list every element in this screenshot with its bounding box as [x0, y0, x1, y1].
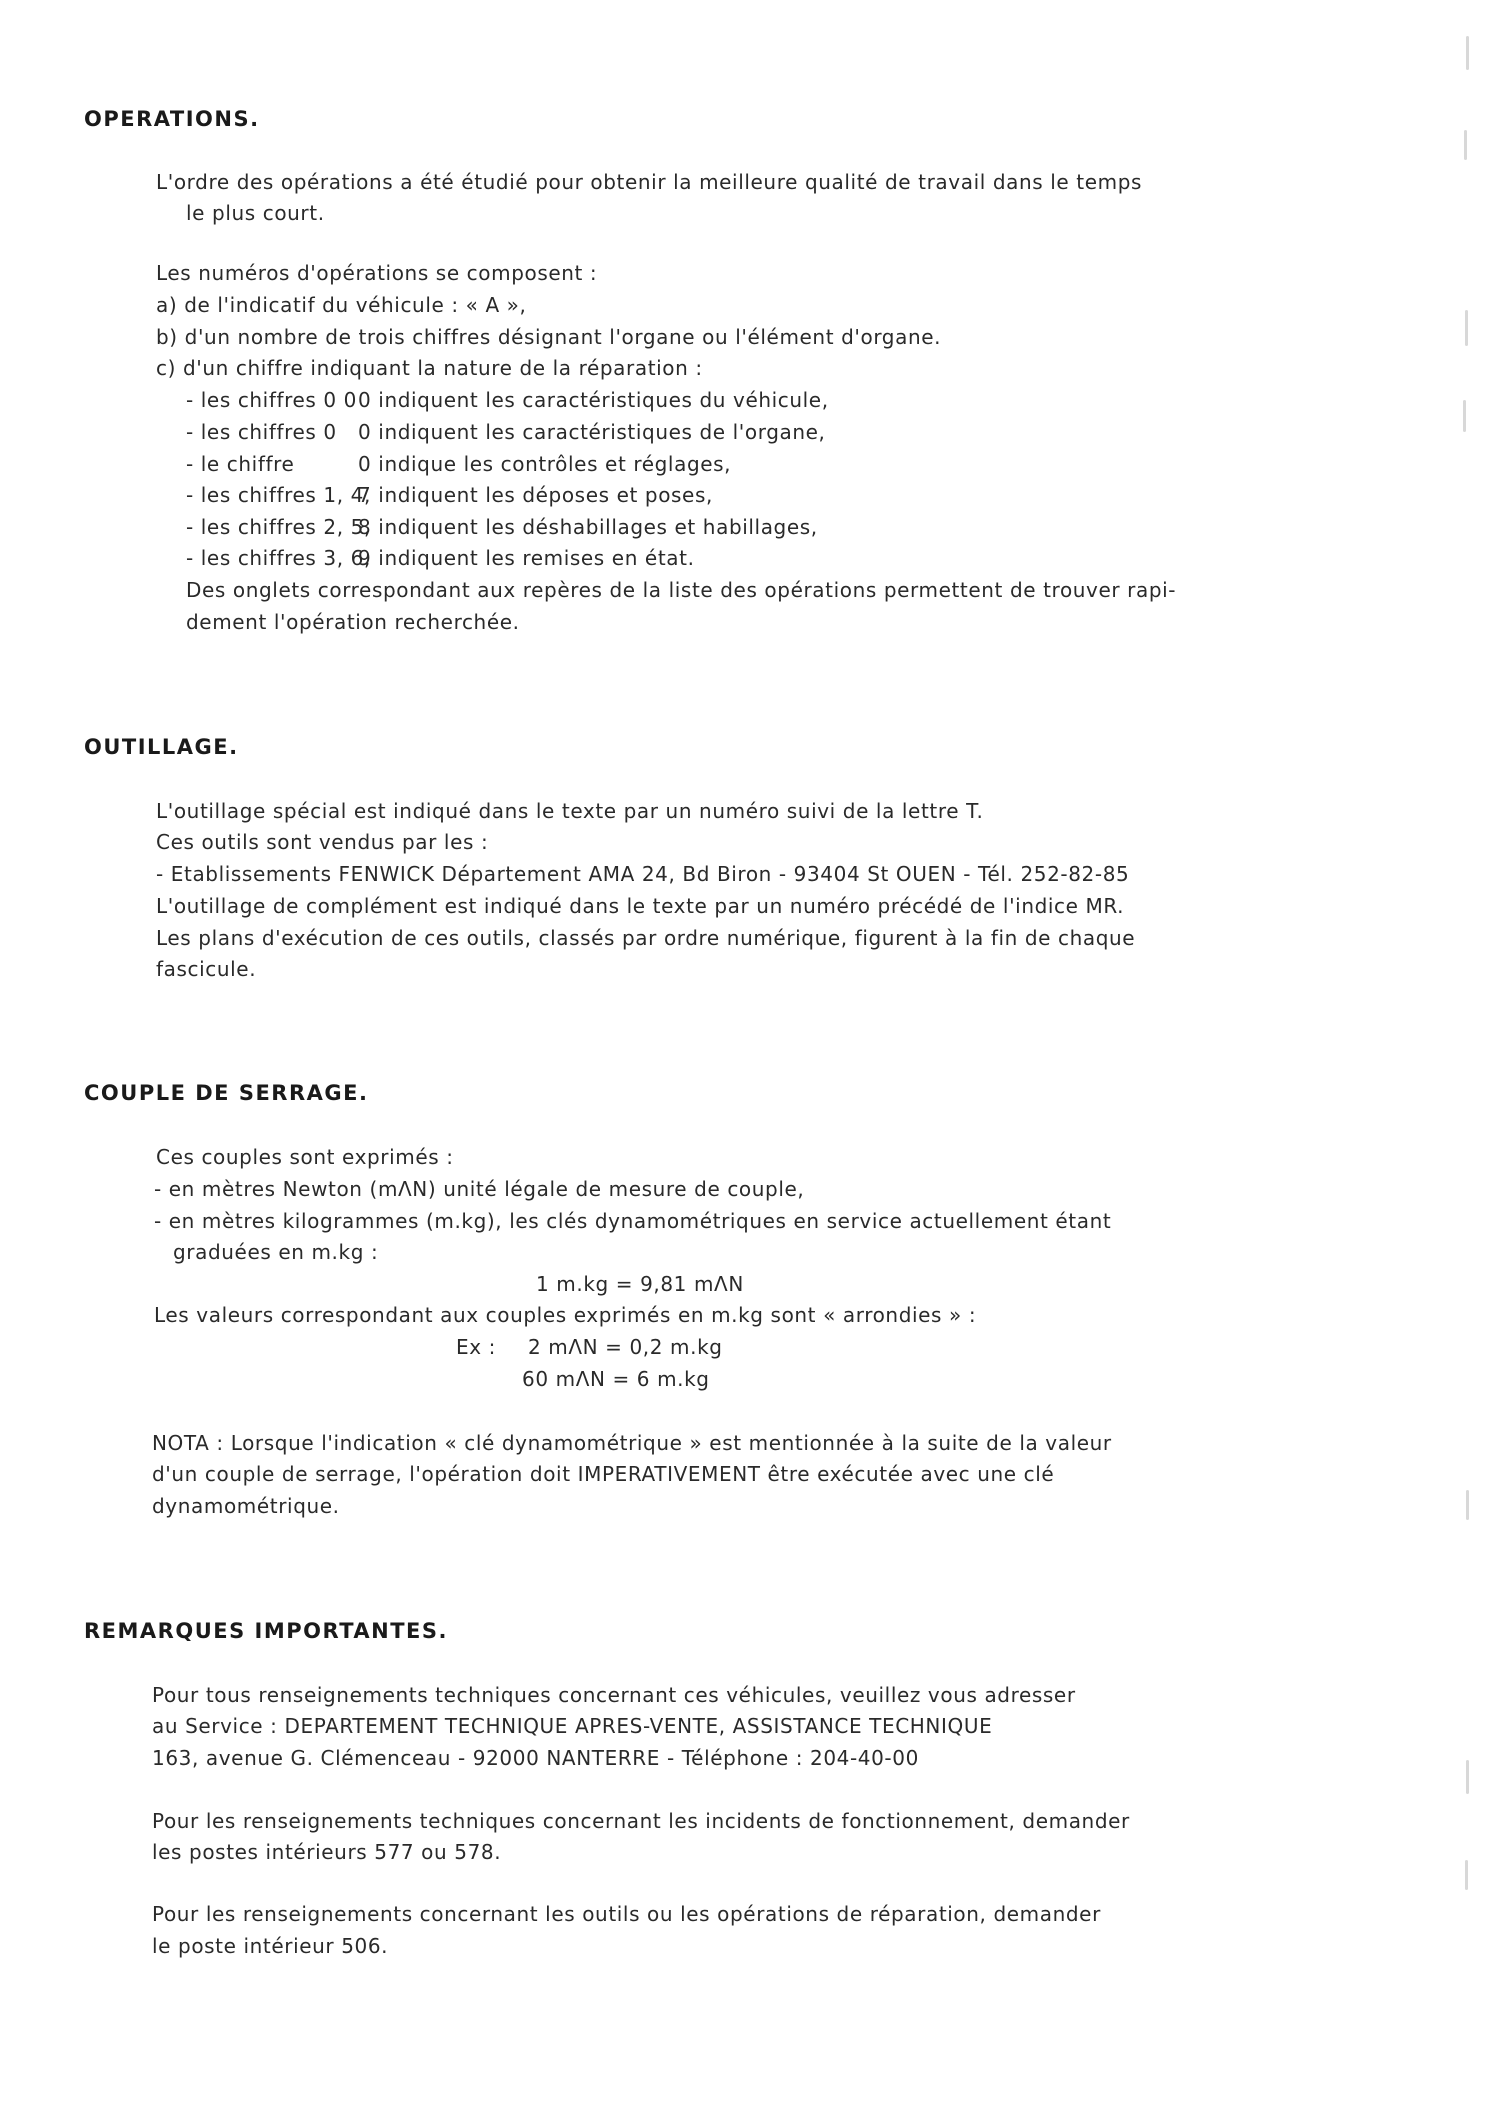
section-heading-operations: OPERATIONS. [84, 107, 260, 131]
remarques-line: le poste intérieur 506. [152, 1934, 389, 1958]
couple-conversion: 1 m.kg = 9,81 mΛN [536, 1272, 744, 1296]
scan-mark [1464, 130, 1467, 160]
operations-subitem [186, 546, 695, 570]
couple-line: Les valeurs correspondant aux couples exprimés en m.kg sont « arrondies » : [154, 1303, 977, 1327]
outillage-line: - Etablissements FENWICK Département AMA 24, Bd Biron - 93404 St OUEN - Tél. 252-82-85 [156, 862, 1130, 886]
subitem-text: 0 indiquent les caractéristiques de l'organe, [358, 420, 826, 444]
scan-mark [1466, 36, 1469, 70]
outillage-line: Ces outils sont vendus par les : [156, 830, 489, 854]
remarques-line: Pour tous renseignements techniques concernant ces véhicules, veuillez vous adresser [152, 1683, 1076, 1707]
subitem-label: - les chiffres 0 [186, 420, 337, 444]
operations-tabs-note: dement l'opération recherchée. [186, 610, 520, 634]
outillage-line: L'outillage spécial est indiqué dans le texte par un numéro suivi de la lettre T. [156, 799, 984, 823]
outillage-line: L'outillage de complément est indiqué dans le texte par un numéro précédé de l'indice MR. [156, 894, 1125, 918]
operations-subitem [186, 515, 818, 539]
couple-nota: d'un couple de serrage, l'opération doit IMPERATIVEMENT être exécutée avec une clé [152, 1462, 1055, 1486]
scan-mark [1465, 310, 1468, 346]
subitem-text: 0 indiquent les caractéristiques du véhicule, [358, 388, 829, 412]
outillage-line: fascicule. [156, 957, 257, 981]
operations-subitem [186, 388, 829, 412]
operations-item-c: c) d'un chiffre indiquant la nature de la réparation : [156, 356, 703, 380]
remarques-line: au Service : DEPARTEMENT TECHNIQUE APRES-VENTE, ASSISTANCE TECHNIQUE [152, 1714, 993, 1738]
subitem-text: 9 indiquent les remises en état. [358, 546, 695, 570]
operations-intro-line: L'ordre des opérations a été étudié pour obtenir la meilleure qualité de travail dans le temps [156, 170, 1143, 194]
section-heading-outillage: OUTILLAGE. [84, 735, 239, 759]
subitem-label: - les chiffres 2, 5, [186, 515, 371, 539]
operations-item-a: a) de l'indicatif du véhicule : « A », [156, 293, 527, 317]
subitem-label: - les chiffres 1, 4, [186, 483, 371, 507]
example-value: 2 mΛN = 0,2 m.kg [528, 1335, 723, 1359]
operations-tabs-note: Des onglets correspondant aux repères de la liste des opérations permettent de trouver rapi- [186, 578, 1177, 602]
example-label: Ex : [456, 1335, 496, 1359]
scan-mark [1465, 1860, 1468, 1890]
remarques-line: les postes intérieurs 577 ou 578. [152, 1840, 502, 1864]
outillage-line: Les plans d'exécution de ces outils, classés par ordre numérique, figurent à la fin de chaque [156, 926, 1136, 950]
subitem-text: 7 indiquent les déposes et poses, [358, 483, 713, 507]
operations-numbers-intro: Les numéros d'opérations se composent : [156, 261, 598, 285]
operations-subitem [186, 452, 731, 476]
couple-line: - en mètres kilogrammes (m.kg), les clés dynamométriques en service actuellement étant [154, 1209, 1112, 1233]
subitem-label: - les chiffres 0 0 [186, 388, 357, 412]
subitem-label: - les chiffres 3, 6, [186, 546, 371, 570]
couple-example [456, 1335, 723, 1359]
remarques-line: 163, avenue G. Clémenceau - 92000 NANTERRE - Téléphone : 204-40-00 [152, 1746, 919, 1770]
remarques-line: Pour les renseignements techniques concernant les incidents de fonctionnement, demander [152, 1809, 1130, 1833]
couple-example: 60 mΛN = 6 m.kg [522, 1367, 710, 1391]
operations-intro-line: le plus court. [186, 201, 325, 225]
subitem-label: - le chiffre [186, 452, 295, 476]
couple-line: - en mètres Newton (mΛN) unité légale de mesure de couple, [154, 1177, 805, 1201]
subitem-text: 0 indique les contrôles et réglages, [358, 452, 732, 476]
remarques-line: Pour les renseignements concernant les outils ou les opérations de réparation, demander [152, 1902, 1101, 1926]
section-heading-couple: COUPLE DE SERRAGE. [84, 1081, 369, 1105]
subitem-text: 8 indiquent les déshabillages et habillages, [358, 515, 818, 539]
operations-item-b: b) d'un nombre de trois chiffres désignant l'organe ou l'élément d'organe. [156, 325, 942, 349]
section-heading-remarques: REMARQUES IMPORTANTES. [84, 1619, 448, 1643]
operations-subitem [186, 420, 826, 444]
couple-line: Ces couples sont exprimés : [156, 1145, 454, 1169]
scan-mark [1463, 400, 1466, 432]
operations-subitem [186, 483, 713, 507]
couple-nota: dynamométrique. [152, 1494, 340, 1518]
couple-line: graduées en m.kg : [173, 1240, 379, 1264]
couple-nota: NOTA : Lorsque l'indication « clé dynamométrique » est mentionnée à la suite de la valeur [152, 1431, 1112, 1455]
scan-mark [1466, 1490, 1469, 1520]
scan-mark [1466, 1760, 1469, 1794]
